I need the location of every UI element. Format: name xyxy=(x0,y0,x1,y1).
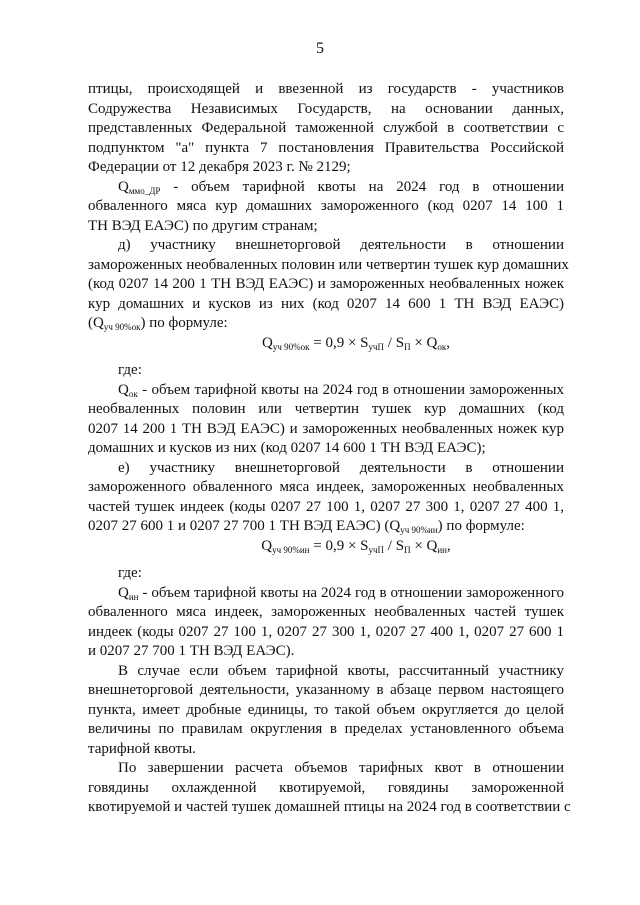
subscript: учП xyxy=(368,544,385,555)
text-line xyxy=(88,80,564,100)
text-run: Q xyxy=(118,584,129,601)
text-run: д) участнику внешнеторговой деятельности в отношении xyxy=(118,237,564,253)
text-line xyxy=(88,584,564,604)
text-run: необваленных половин или четвертин тушек кур домашних (код xyxy=(88,401,564,417)
formula-line xyxy=(88,537,564,557)
text-run: ) по формуле: xyxy=(437,518,525,534)
text-line xyxy=(88,642,564,662)
text-run: (код 0207 14 200 1 ТН ВЭД ЕАЭС) и замороженных необваленных ножек xyxy=(88,276,564,292)
text-line xyxy=(88,759,564,779)
text-run: Федерации от 12 декабря 2023 г. № 2129; xyxy=(88,159,351,175)
text-line xyxy=(88,100,564,120)
text-run: 0207 14 200 1 ТН ВЭД ЕАЭС) и замороженных необваленных ножек кур xyxy=(88,420,564,437)
text-run: Q xyxy=(118,381,129,398)
text-run: По завершении расчета объемов тарифных квот в отношении xyxy=(118,760,564,776)
text-line xyxy=(88,178,564,198)
text-run: замороженных необваленных половин или четвертин тушек кур домашних xyxy=(88,256,569,273)
formula-line xyxy=(88,334,564,354)
text-line xyxy=(88,517,564,537)
text-run: внешнеторговой деятельности, указанному в абзаце первом настоящего xyxy=(88,682,564,698)
text-line xyxy=(88,295,564,315)
text-line xyxy=(88,662,564,682)
text-line xyxy=(88,603,564,623)
document-body xyxy=(88,80,571,818)
text-line xyxy=(88,623,564,643)
text-run: где: xyxy=(118,362,142,378)
text-run: обваленного мяса кур домашних замороженного (код 0207 14 100 1 xyxy=(88,198,564,214)
text-run: - объем тарифной квоты на 2024 год в отношении xyxy=(160,178,564,195)
text-line xyxy=(88,459,564,479)
subscript: ок xyxy=(128,388,138,399)
text-run: , xyxy=(446,334,450,351)
text-run: квотируемой и частей тушек домашней птицы на 2024 год в соответствии с xyxy=(88,799,571,815)
text-run: и 0207 27 700 1 ТН ВЭД ЕАЭС). xyxy=(88,643,295,659)
subscript: уч 90%ок xyxy=(272,341,310,352)
text-line xyxy=(88,798,571,818)
text-line xyxy=(88,400,564,420)
text-run: подпунктом "а" пункта 7 постановления Правительства Российской xyxy=(88,139,564,156)
text-line xyxy=(88,197,564,217)
subscript: уч 90%ин xyxy=(400,525,438,535)
text-run: - объем тарифной квоты на 2024 год в отношении замороженных xyxy=(137,381,564,398)
text-line xyxy=(88,158,564,178)
text-run: обваленного мяса индеек, замороженных необваленных частей тушек xyxy=(88,604,564,620)
text-run: 0207 27 600 1 и 0207 27 700 1 ТН ВЭД ЕАЭС) (Q xyxy=(88,518,401,534)
text-run: Q xyxy=(262,334,273,351)
text-run: тарифной квоты. xyxy=(88,740,196,757)
text-run: × Q xyxy=(410,537,438,554)
text-run: , xyxy=(447,537,451,554)
text-line xyxy=(88,275,564,295)
text-run: птицы, происходящей и ввезенной из государств - участников xyxy=(88,81,564,97)
text-run: е) участнику внешнеторговой деятельности в отношении xyxy=(118,459,564,476)
text-run: представленных Федеральной таможенной службой в соответствии с xyxy=(88,120,564,136)
text-line xyxy=(88,720,564,740)
text-line xyxy=(88,740,564,760)
text-run: индеек (коды 0207 27 100 1, 0207 27 300 1, 0207 27 400 1, 0207 27 600 1 xyxy=(88,623,564,640)
spacer xyxy=(88,353,564,361)
subscript: ок xyxy=(437,341,447,352)
text-line xyxy=(88,217,564,237)
text-run: говядины охлажденной квотируемой, говядины замороженной xyxy=(88,779,564,796)
text-run: = 0,9 × S xyxy=(309,334,369,351)
subscript: ин xyxy=(437,544,447,555)
subscript: ин xyxy=(128,591,139,602)
subscript: П xyxy=(404,341,411,352)
text-line xyxy=(88,236,564,256)
text-run: В случае если объем тарифной квоты, рассчитанный участнику xyxy=(118,662,564,679)
text-run: частей тушек индеек (коды 0207 27 100 1, 0207 27 300 1, 0207 27 400 1, xyxy=(88,498,564,515)
subscript: ммо_ДР xyxy=(128,185,161,196)
text-line xyxy=(88,420,564,440)
text-run: пункта, имеет дробные единицы, то такой объем округляется до целой xyxy=(88,701,564,718)
text-run: домашних и кусков из них (код 0207 14 600 1 ТН ВЭД ЕАЭС); xyxy=(88,440,486,456)
text-line xyxy=(88,314,564,334)
text-line xyxy=(88,564,564,584)
text-line xyxy=(88,498,564,518)
page-number: 5 xyxy=(316,40,324,57)
text-line xyxy=(88,139,564,159)
text-run: замороженного обваленного мяса индеек, замороженных необваленных xyxy=(88,479,564,495)
text-line xyxy=(88,256,569,276)
text-line xyxy=(88,361,564,381)
text-run: / S xyxy=(384,334,405,351)
text-line xyxy=(88,439,564,459)
text-run: (Q xyxy=(88,315,104,331)
text-line xyxy=(88,381,564,401)
subscript: уч 90%ок xyxy=(103,322,141,332)
text-run: × Q xyxy=(410,334,438,351)
text-run: = 0,9 × S xyxy=(309,537,369,554)
text-run: - объем тарифной квоты на 2024 год в отношении замороженного xyxy=(138,584,564,601)
text-run: Содружества Независимых Государств, на основании данных, xyxy=(88,100,564,117)
subscript: П xyxy=(404,544,411,555)
text-run: где: xyxy=(118,565,142,581)
text-run: Q xyxy=(261,537,273,554)
text-line xyxy=(88,701,564,721)
text-run: кур домашних и кусков из них (код 0207 14 600 1 ТН ВЭД ЕАЭС) xyxy=(88,295,564,312)
text-run: величины по правилам округления в пределах установленного объема xyxy=(88,721,564,737)
text-run: ТН ВЭД ЕАЭС) по другим странам; xyxy=(88,217,318,234)
spacer xyxy=(88,556,564,564)
text-line xyxy=(88,779,564,799)
text-run: Q xyxy=(118,178,129,195)
text-line xyxy=(88,478,564,498)
subscript: учП xyxy=(368,341,385,352)
text-run: ) по формуле: xyxy=(140,315,228,331)
subscript: уч 90%ин xyxy=(272,544,310,555)
text-run: / S xyxy=(384,537,405,554)
text-line xyxy=(88,119,564,139)
text-line xyxy=(88,681,564,701)
